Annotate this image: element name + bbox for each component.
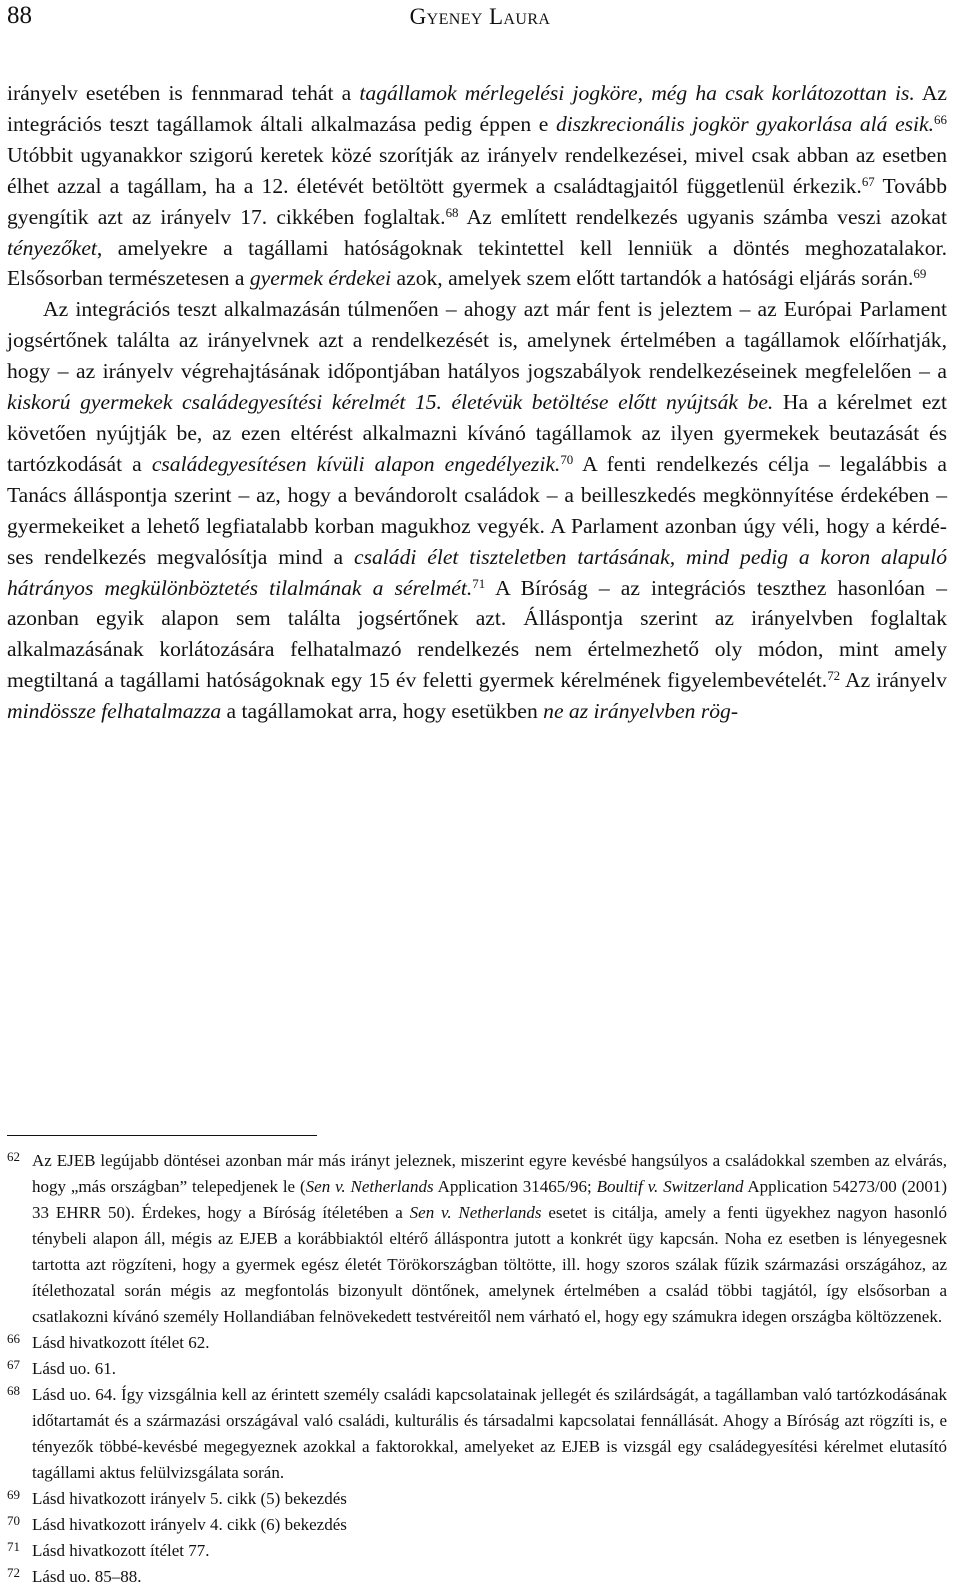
text-run: Lásd uo. 85–88. — [32, 1567, 142, 1586]
italic-run: gyermek érdekei — [249, 266, 392, 291]
text-run: Lásd hivatkozott ítélet 62. — [32, 1333, 210, 1352]
italic-run: diszkrecionális jogkör gyakorlása alá esik. — [555, 111, 935, 136]
footnote-ref-71[interactable]: 71 — [472, 575, 486, 591]
footnote-62 — [7, 1148, 947, 1330]
footnote-70 — [7, 1512, 947, 1538]
footnote-ref-68[interactable]: 68 — [445, 204, 459, 220]
page-number: 88 — [7, 2, 32, 29]
text-run: Lásd uo. 61. — [32, 1359, 117, 1378]
text-run: Utóbbit ugyanakkor szigorú keretek közé szorítják az irányelv rendelkezései, mivel csak abban az esetben élhet azzal a tagállam, ha a 12. életévét betöltött gyermek a családtagjaitól függetlenül érkezik. — [7, 142, 947, 198]
italic-run: Sen v. Netherlands — [305, 1177, 434, 1196]
main-text — [7, 78, 947, 727]
text-run: Application 31465/96; — [433, 1177, 597, 1196]
footnote-ref-67[interactable]: 67 — [861, 173, 875, 189]
footnote-number: 72 — [7, 1565, 20, 1580]
text-run: Lásd hivatkozott irányelv 5. cikk (5) bekezdés — [32, 1489, 347, 1508]
italic-run: Sen v. Netherlands — [409, 1203, 542, 1222]
text-run: irányelv esetében is fennmarad tehát a — [7, 81, 360, 105]
paragraph-1 — [7, 78, 947, 294]
italic-run: tényezőket — [7, 235, 97, 260]
footnote-number: 71 — [7, 1539, 20, 1554]
running-title: Gyeney Laura — [409, 4, 551, 29]
footnote-separator — [7, 1135, 317, 1136]
text-run: Lásd hivatkozott ítélet 77. — [32, 1541, 210, 1560]
text-run: Az EJEB legújabb döntései azonban már más irányt jeleznek, miszerint egyre kevésbé hangsúlyos a családokkal szemben az elvárás, hogy „más országban” telepedjenek le ( — [32, 1151, 947, 1196]
paragraph-2 — [7, 294, 947, 727]
footnote-number: 70 — [7, 1513, 20, 1528]
italic-run: családi élet tiszteletben tartásának, mind pedig a koron alapuló hátrányos megkülönböztetés tilalmának a sérelmét. — [7, 544, 947, 600]
text-run: esetet is citálja, amely a fenti ügyekhez nagyon hasonló ténybeli alapon áll, mégis az EJEB a korábbiaktól eltérő álláspontra jutott a konkrét ügy kapcsán. Noha ez esetben is lényegesnek tartotta azt rögzíteni, hogy a gyermek egész életét Törökországban töltötte, ill. hogy szoros szálak fűzik származási országához, az ítélethozatal során mégis az megfontolás bizonyult döntőnek, amelynek értelmében a család többi tagjától, így elsősorban a csatlakozni kívánó személy Hollandiában felnövekedett testvéreitől nem várható el, hogy egy számukra idegen országba költözzenek. — [32, 1203, 947, 1326]
footnote-72 — [7, 1564, 947, 1590]
footnote-ref-69[interactable]: 69 — [913, 266, 927, 282]
text-run: Az említett rendelkezés ugyanis számba veszi azokat — [458, 204, 947, 229]
footnote-ref-72[interactable]: 72 — [827, 668, 841, 684]
text-run: Tovább gyengítik azt az irányelv 17. cikkében foglaltak. — [7, 173, 947, 229]
footnote-number: 62 — [7, 1149, 20, 1164]
text-run: Lásd hivatkozott irányelv 4. cikk (6) bekezdés — [32, 1515, 347, 1534]
text-run: Application 54273/00 (2001) 33 EHRR 50). Érdekes, hogy a Bíróság ítéletében a — [32, 1177, 947, 1222]
footnote-69 — [7, 1486, 947, 1512]
footnote-number: 68 — [7, 1383, 20, 1398]
text-run: Az integrációs teszt alkalmazásán túlmenően – ahogy azt már fent is jeleztem – az Európai Parlament jogsértőnek találta az irányelvnek azt a rendelkezését is, amelynek értelmében a tagállamok előírhatják, hogy – az irányelv végrehajtásának időpontjában hatályos jogszabályok rendelkezéseinek megfelelően – a — [7, 297, 947, 384]
italic-run: mindössze felhatalmazza — [7, 699, 222, 724]
footnote-number: 66 — [7, 1331, 20, 1346]
text-run: azok, amelyek szem előtt tartandók a hatósági eljárás során. — [391, 266, 914, 291]
text-run: Lásd uo. 64. Így vizsgálnia kell az érintett személy családi kapcsolatainak jellegét és szilárdságát, a tagállamban való tartózkodásának időtartamát és a származási országával való családi, kulturális és társadalmi kapcsolatai fennállását. Ahogy a Bíróság azt rögzíti is, e tényezők többé-kevésbé megegyeznek azokkal a faktorokkal, amelyeket az EJEB is vizsgál egy családegyesítési kérelmet elutasító tagállami aktus felülvizsgálata során. — [32, 1385, 947, 1482]
italic-run: kiskorú gyermekek családegyesítési kérelmét 15. életévük betöltése előtt nyújtsák be. — [7, 390, 774, 415]
text-run: A Bíróság – az integrációs teszthez hasonlóan – azonban egyik alapon sem találta jogsértőnek azt. Álláspontja szerint az irányelvben foglaltak alkalmazásának korlátozására felhatalmazó rendelkezés nem értelmezhető oly módon, mint amely megtiltaná a tagállami hatóságoknak egy 15 év feletti gyermek kérelmének figyelembevételét. — [7, 575, 947, 693]
footnote-number: 69 — [7, 1487, 20, 1502]
footnote-66 — [7, 1330, 947, 1356]
italic-run: családegyesítésen kívüli alapon engedélyezik. — [151, 451, 561, 476]
text-run: A fenti rendelkezés célja – legalábbis a Tanács álláspontja szerint – az, hogy a bevándorolt családok – a beilleszkedés megkönnyítése érdekében – gyermekeiket a lehető legfiatalabb korban magukhoz vegyék. A Parlament azonban úgy véli, hogy a kérdéses rendelkezés megvalósítja mind a — [7, 451, 948, 569]
page-header — [0, 0, 960, 34]
italic-run: Boultif v. Switzerland — [596, 1177, 744, 1196]
footnotes — [7, 1148, 947, 1590]
text-run: a tagállamokat arra, hogy esetükben — [221, 699, 544, 724]
italic-run: ne az irányelvben rög- — [543, 699, 739, 724]
footnote-67 — [7, 1356, 947, 1382]
text-run: Az irányelv — [840, 668, 947, 693]
footnote-ref-70[interactable]: 70 — [560, 451, 574, 467]
footnote-68 — [7, 1382, 947, 1486]
footnote-71 — [7, 1538, 947, 1564]
italic-run: tagállamok mérlegelési jogköre, még ha csak korlátozottan is. — [359, 81, 915, 105]
text-run: Ha a kérelmet ezt követően nyújtják be, az ezen eltérést alkalmazni kívánó tagállamok az ilyen gyermekek beutazását és tartózkodását a — [7, 390, 948, 476]
text-run: , amelyekre a tagállami hatóságoknak tekintettel kell lenniük a döntés meghozatalakor. Elsősorban természetesen a — [7, 235, 947, 291]
footnote-ref-66[interactable]: 66 — [934, 111, 947, 127]
text-run: Az integrációs teszt tagállamok általi alkalmazása pedig éppen e — [7, 81, 947, 136]
footnote-number: 67 — [7, 1357, 20, 1372]
